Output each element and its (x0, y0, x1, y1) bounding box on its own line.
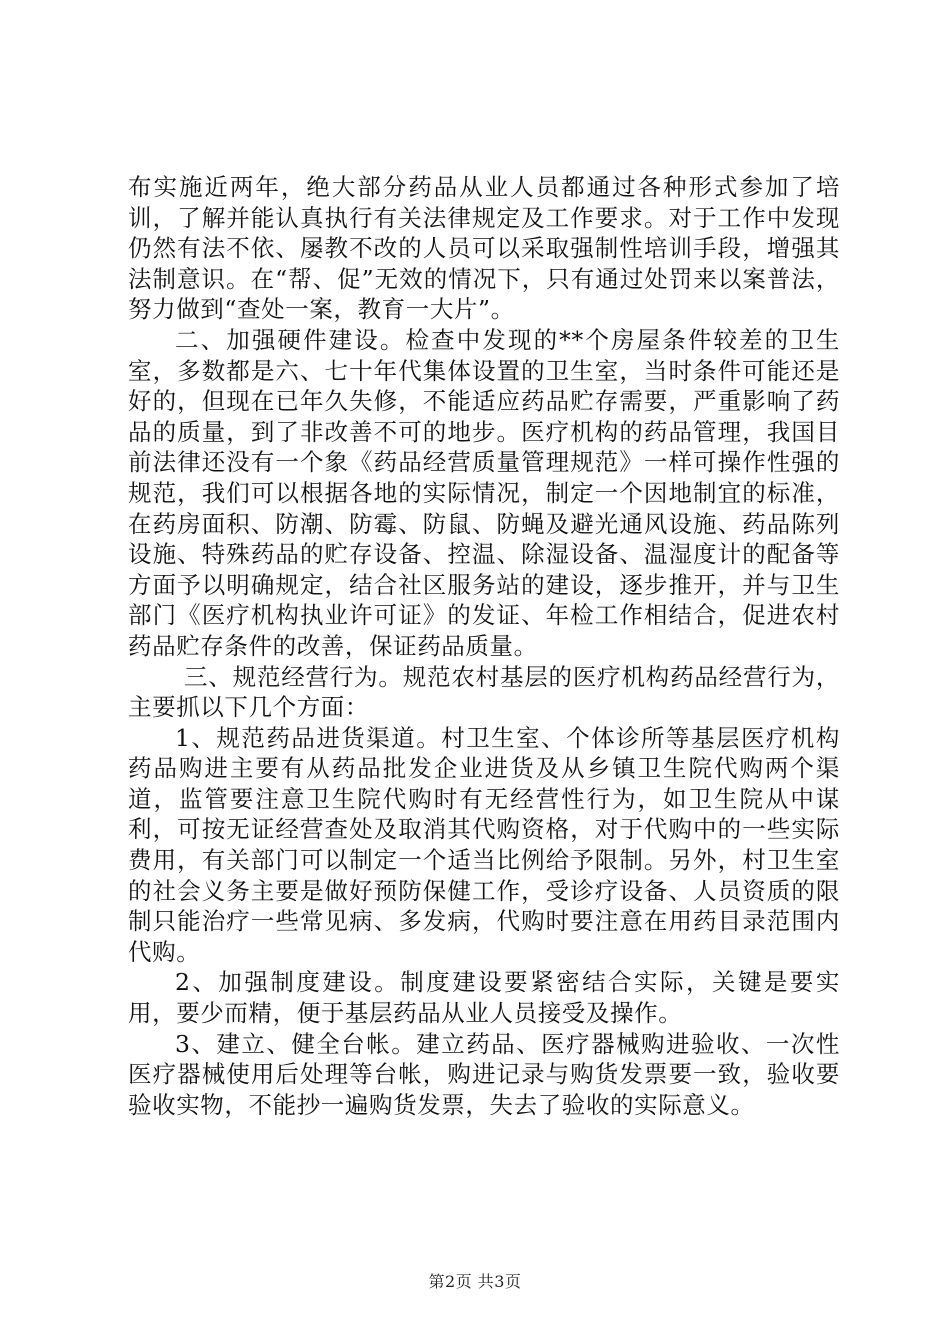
paragraph-purchase-channels: 1、规范药品进货渠道。村卫生室、个体诊所等基层医疗机构药品购进主要有从药品批发企业进货及从乡镇卫生院代购两个渠道，监管要注意卫生院代购时有无经营性行为，如卫生院从中谋利，可按无证经营查处及取消其代购资格，对于代购中的一些实际费用，有关部门可以制定一个适当比例给予限制。另外，村卫生室的社会义务主要是做好预防保健工作，受诊疗设备、人员资质的限制只能治疗一些常见病、多发病，代购时要注意在用药目录范围内代购。 (128, 723, 840, 966)
paragraph-regulate-operations: 三、规范经营行为。规范农村基层的医疗机构药品经营行为，主要抓以下几个方面： (128, 662, 840, 722)
document-body (128, 172, 840, 1120)
page-footer: 第2页 共3页 (428, 1272, 522, 1291)
paragraph-continuation: 布实施近两年，绝大部分药品从业人员都通过各种形式参加了培训，了解并能认真执行有关法律规定及工作要求。对于工作中发现仍然有法不依、屡教不改的人员可以采取强制性培训手段，增强其法制意识。在“帮、促”无效的情况下，只有通过处罚来以案普法，努力做到“查处一案，教育一大片”。 (128, 173, 840, 324)
paragraph-hardware-construction: 二、加强硬件建设。检查中发现的**个房屋条件较差的卫生室，多数都是六、七十年代集体设置的卫生室，当时条件可能还是好的，但现在已年久失修，不能适应药品贮存需要，严重影响了药品的质量，到了非改善不可的地步。医疗机构的药品管理，我国目前法律还没有一个象《药品经营质量管理规范》一样可操作性强的规范，我们可以根据各地的实际情况，制定一个因地制宜的标准，在药房面积、防潮、防霉、防鼠、防蝇及避光通风设施、药品陈列设施、特殊药品的贮存设备、控温、除湿设备、温湿度计的配备等方面予以明确规定，结合社区服务站的建设，逐步推开，并与卫生部门《医疗机构执业许可证》的发证、年检工作相结合，促进农村药品贮存条件的改善，保证药品质量。 (128, 325, 840, 660)
paragraph-system-building: 2、加强制度建设。制度建设要紧密结合实际，关键是要实用，要少而精，便于基层药品从业人员接受及操作。 (128, 968, 840, 1028)
paragraph-ledgers: 3、建立、健全台帐。建立药品、医疗器械购进验收、一次性医疗器械使用后处理等台帐，购进记录与购货发票要一致，验收要验收实物，不能抄一遍购货发票，失去了验收的实际意义。 (128, 1029, 840, 1119)
